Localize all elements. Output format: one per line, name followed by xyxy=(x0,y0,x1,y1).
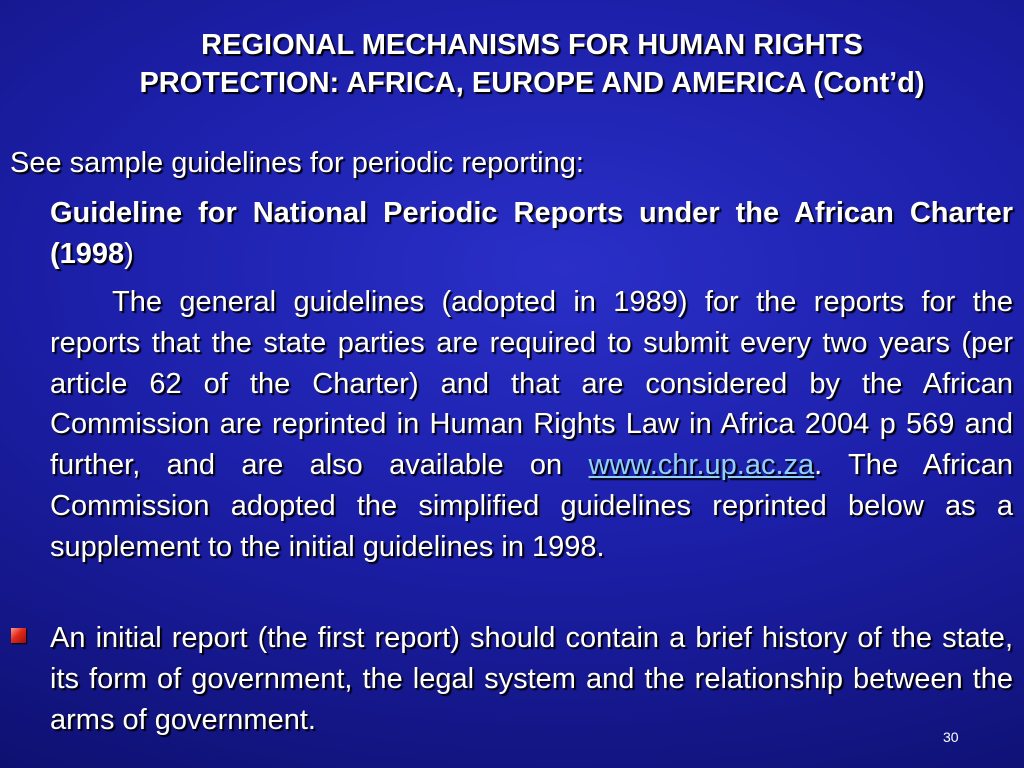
slide-number: 30 xyxy=(943,729,959,745)
guideline-heading-close: ) xyxy=(124,237,134,270)
guideline-heading xyxy=(50,193,1013,275)
slide-title-line-2: PROTECTION: AFRICA, EUROPE AND AMERICA (Cont’d) xyxy=(139,67,925,99)
bullet-item: An initial report (the first report) should contain a brief history of the state, its form of government, the legal system and the relationship between the arms of government. xyxy=(50,622,1013,736)
square-bullet-icon xyxy=(11,628,26,643)
paragraph-text-before-link: The general guidelines (adopted in 1989) for the reports for the reports that the state parties are required to submit every two years (per article 62 of the Charter) and that are considered by the African Commission are reprinted in Human Rights Law in Africa 2004 p 569 and further, and are also available on xyxy=(50,286,1013,482)
guideline-heading-text: Guideline for National Periodic Reports under the African Charter (1998 xyxy=(50,197,1013,270)
slide-title-line-1: REGIONAL MECHANISMS FOR HUMAN RIGHTS xyxy=(201,29,863,61)
paragraph-text-after-link: . The African Commission adopted the simplified guidelines reprinted below as a supplement to the initial guidelines in 1998. xyxy=(50,449,1014,563)
lead-text: See sample guidelines for periodic reporting: xyxy=(10,147,584,179)
chr-website-link[interactable]: www.chr.up.ac.za xyxy=(588,449,815,482)
guidelines-paragraph xyxy=(50,282,1013,568)
